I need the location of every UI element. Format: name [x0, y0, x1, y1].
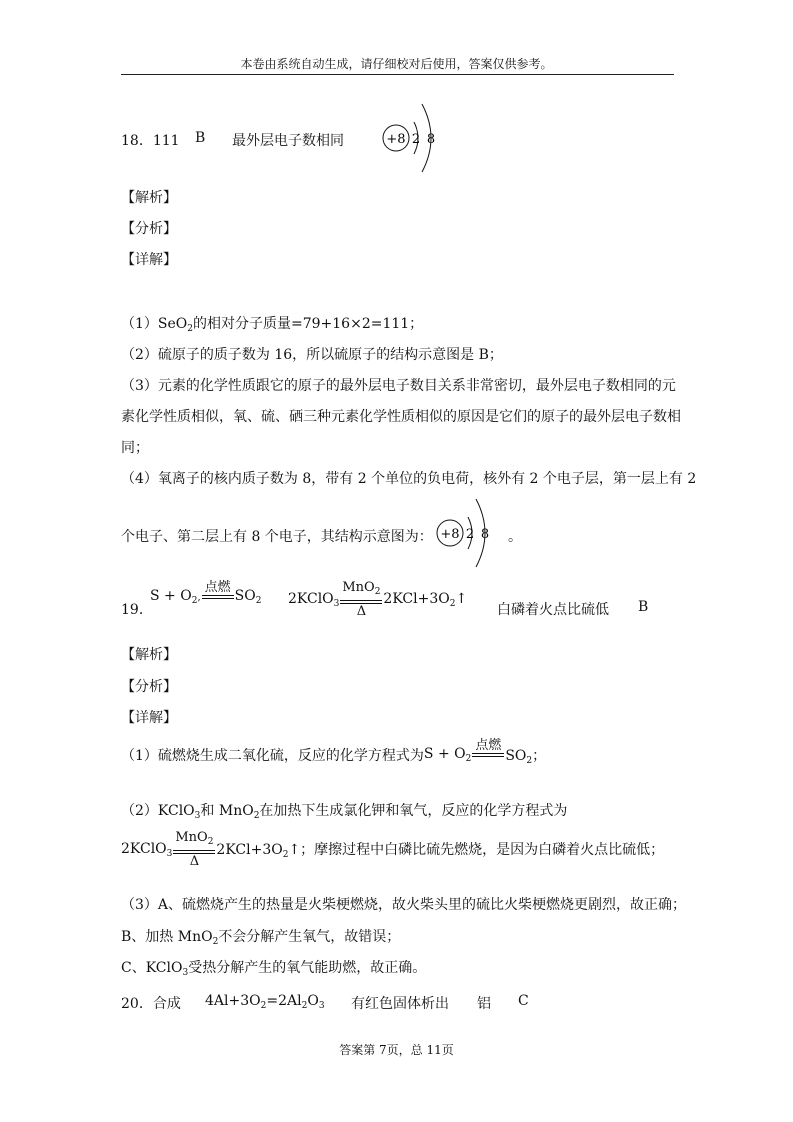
- q19-xiangjie-heading: 【详解】: [121, 710, 177, 726]
- q19-number: 19．: [121, 602, 153, 618]
- q20-answer-3: 有红色固体析出: [351, 996, 449, 1012]
- q18-paragraph-3-line-3: 同；: [121, 440, 149, 456]
- shell-1-electrons: 2: [411, 132, 421, 147]
- nucleus-label: +8: [440, 527, 460, 542]
- q19-equation-2: 2KClO$_3$ MnO$_2$ Δ $2KCl+3O_2↑$: [288, 580, 468, 619]
- q18-paragraph-4-line-1: （4）氧离子的核内质子数为 8，带有 2 个单位的负电荷，核外有 2 个电子层，第一层上有 2: [121, 471, 697, 487]
- q19-paragraph-2-line-2: 2KClO$_3$ MnO$_2$ Δ $2KCl+3O_2↑$；摩擦过程中白磷比硫先燃烧，是因为白磷着火点比硫低；: [121, 830, 665, 869]
- q19-fenxi-heading: 【分析】: [121, 679, 177, 695]
- q18-paragraph-4-end: 。: [508, 529, 522, 545]
- q18-paragraph-3-line-1: （3）元素的化学性质跟它的原子的最外层电子数目关系非常密切，最外层电子数相同的元: [121, 378, 676, 394]
- q19-paragraph-2-line-1: （2）KClO$_3$和 MnO$_2$在加热下生成氯化钾和氧气，反应的化学方程式为: [121, 803, 568, 821]
- q18-answer-2: B: [195, 130, 206, 146]
- q20-answer-line: [121, 993, 181, 1013]
- q18-xiangjie-heading: 【详解】: [121, 252, 177, 268]
- q18-paragraph-2: （2）硫原子的质子数为 16，所以硫原子的结构示意图是 B；: [121, 347, 503, 363]
- q19-jiexi-heading: 【解析】: [121, 647, 177, 663]
- q20-number: 20．: [121, 996, 153, 1012]
- shell-2-electrons: 8: [480, 527, 490, 542]
- q18-number: 18．: [121, 133, 153, 149]
- q19-paragraph-3: （3）A、硫燃烧产生的热量是火柴梗燃烧，故火柴头里的硫比火柴梗燃烧更剧烈，故正确；: [121, 897, 687, 913]
- q18-fenxi-heading: 【分析】: [121, 221, 177, 237]
- q18-jiexi-heading: 【解析】: [121, 190, 177, 206]
- q20-answer-1: 合成: [152, 996, 181, 1012]
- q20-answer-4: 铝: [477, 996, 491, 1012]
- q19-paragraph-4: B、加热 MnO$_2$不会分解产生氧气，故错误；: [121, 929, 401, 947]
- q19-paragraph-1: （1）硫燃烧生成二氧化硫，反应的化学方程式为$S + O_2$ 点燃 $SO_2$；: [121, 738, 547, 766]
- q20-equation: $4Al+3O_2=2Al_2O_3$: [205, 993, 325, 1011]
- q18-paragraph-4-line-2: 个电子、第二层上有 8 个电子，其结构示意图为：: [121, 529, 433, 545]
- oxygen-ion-structure-diagram-2: [432, 495, 502, 571]
- header-divider: [121, 74, 674, 75]
- shell-1-electrons: 2: [465, 527, 475, 542]
- q19-equation-1: $S + O_2$, 点燃 $SO_2$: [150, 580, 262, 606]
- page-footer: 答案第 7页，总 11页: [339, 1043, 454, 1057]
- q19-answer-3: 白磷着火点比硫低: [497, 602, 609, 618]
- q18-paragraph-3-line-2: 素化学性质相似，氧、硫、硒三种元素化学性质相似的原因是它们的原子的最外层电子数相: [121, 409, 681, 425]
- q18-answer-1: 111: [152, 133, 180, 149]
- q19-paragraph-5: C、KClO$_3$受热分解产生的氧气能助燃，故正确。: [121, 960, 427, 978]
- q20-answer-5: C: [518, 993, 529, 1009]
- q18-answer-line: [121, 130, 180, 150]
- shell-2-electrons: 8: [426, 132, 436, 147]
- q19-answer-4: B: [638, 599, 649, 615]
- q18-answer-3: 最外层电子数相同: [232, 133, 344, 149]
- oxygen-ion-structure-diagram: [378, 100, 448, 176]
- q18-paragraph-1: （1）SeO$_2$的相对分子质量=79+16×2=111；: [121, 316, 424, 334]
- page-header: 本卷由系统自动生成，请仔细校对后使用，答案仅供参考。: [240, 57, 553, 71]
- nucleus-label: +8: [386, 132, 406, 147]
